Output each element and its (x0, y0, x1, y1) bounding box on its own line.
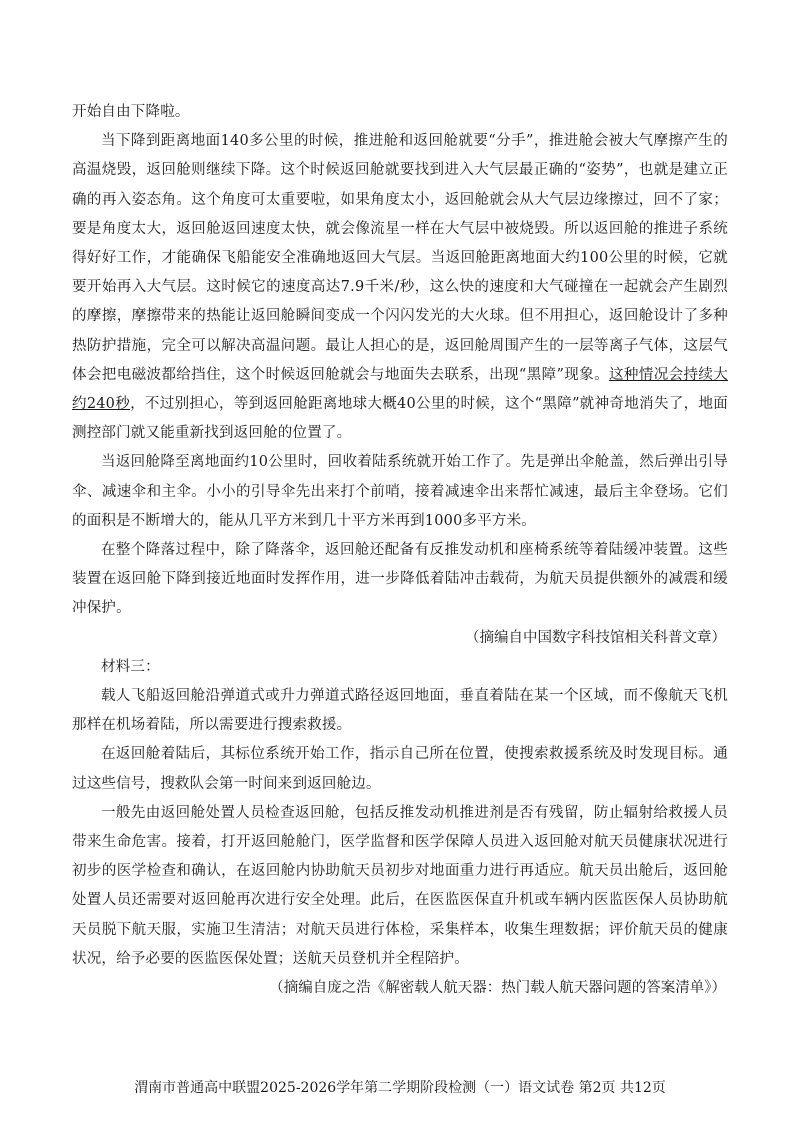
source-citation-1: （摘编自中国数字科技馆相关科普文章） (465, 629, 726, 646)
source-citation-2: （摘编自庞之浩《解密载人航天器：热门载人航天器问题的答案清单》） (269, 980, 726, 997)
page-footer: 渭南市普通高中联盟2025-2026学年第二学期阶段检测（一）语文试卷 第2页 共12页 (134, 1080, 666, 1096)
paragraph-2-text-a: 当下降到距离地面140多公里的时候，推进舱和返回舱就要“分手”，推进舱会被大气摩擦产生的高温烧毁，返回舱则继续下降。这个时候返回舱就要找到进入大气层最正确的“姿势”，也就是建立正确的再入姿态角。这个角度可太重要啦，如果角度太小，返回舱就会从大气层边缘擦过，回不了家；要是角度太大，返回舱返回速度太快，就会像流星一样在大气层中被烧毁。所以返回舱的推进子系统得好好工作，才能确保飞船能安全准确地返回大气层。当返回舱距离地面大约100公里的时候，它就要开始再入大气层。这时候它的速度高达7.9千米/秒，这么快的速度和大气碰撞在一起就会产生剧烈的摩擦，摩擦带来的热能让返回舱瞬间变成一个闪闪发光的大火球。但不用担心，返回舱设计了多种热防护措施，完全可以解决高温问题。最让人担心的是，返回舱周围产生的一层等离子气体，这层气体会把电磁波都给挡住，这个时候返回舱就会与地面失去联系，出现“黑障”现象。 (72, 133, 728, 383)
paragraph-3: 当返回舱降至离地面约10公里时，回收着陆系统就开始工作了。先是弹出伞舱盖，然后弹出引导伞、减速伞和主伞。小小的引导伞先出来打个前哨，接着减速伞出来帮忙减速，最后主伞登场。它们的面积是不断增大的，能从几平方米到几十平方米再到1000多平方米。 (72, 454, 728, 529)
document-body (72, 98, 728, 1003)
paragraph-7: 一般先由返回舱处置人员检查返回舱，包括反推发动机推进剂是否有残留，防止辐射给救援人员带来生命危害。接着，打开返回舱舱门，医学监督和医学保障人员进入返回舱对航天员健康状况进行初步的医学检查和确认，在返回舱内协助航天员初步对地面重力进行再适应。航天员出舱后，返回舱处置人员还需要对返回舱再次进行安全处理。此后，在医监医保直升机或车辆内医监医保人员协助航天员脱下航天服，实施卫生清洁；对航天员进行体检，采集样本，收集生理数据；评价航天员的健康状况，给予必要的医监医保处置；送航天员登机并全程陪护。 (72, 804, 728, 967)
paragraph-2-underlined-text: 这种情况会持续大约240秒 (72, 366, 728, 413)
paragraph-2 (72, 127, 728, 448)
paragraph-6: 在返回舱着陆后，其标位系统开始工作，指示自己所在位置，使搜索救援系统及时发现目标。通过这些信号，搜救队会第一时间来到返回舱边。 (72, 746, 728, 792)
material-3-heading: 材料三： (101, 658, 160, 675)
paragraph-5: 载人飞船返回舱沿弹道式或升力弹道式路径返回地面，垂直着陆在某一个区域，而不像航天飞机那样在机场着陆，所以需要进行搜索救援。 (72, 688, 728, 734)
paragraph-4: 在整个降落过程中，除了降落伞，返回舱还配备有反推发动机和座椅系统等着陆缓冲装置。这些装置在返回舱下降到接近地面时发挥作用，进一步降低着陆冲击载荷，为航天员提供额外的减震和缓冲保护。 (72, 542, 728, 617)
paragraph-2-text-b: ，不过别担心，等到返回舱距离地球大概40公里的时候，这个“黑障”就神奇地消失了，地面测控部门就又能重新找到返回舱的位置了。 (72, 396, 728, 442)
paragraph-1: 开始自由下降啦。 (72, 104, 190, 120)
